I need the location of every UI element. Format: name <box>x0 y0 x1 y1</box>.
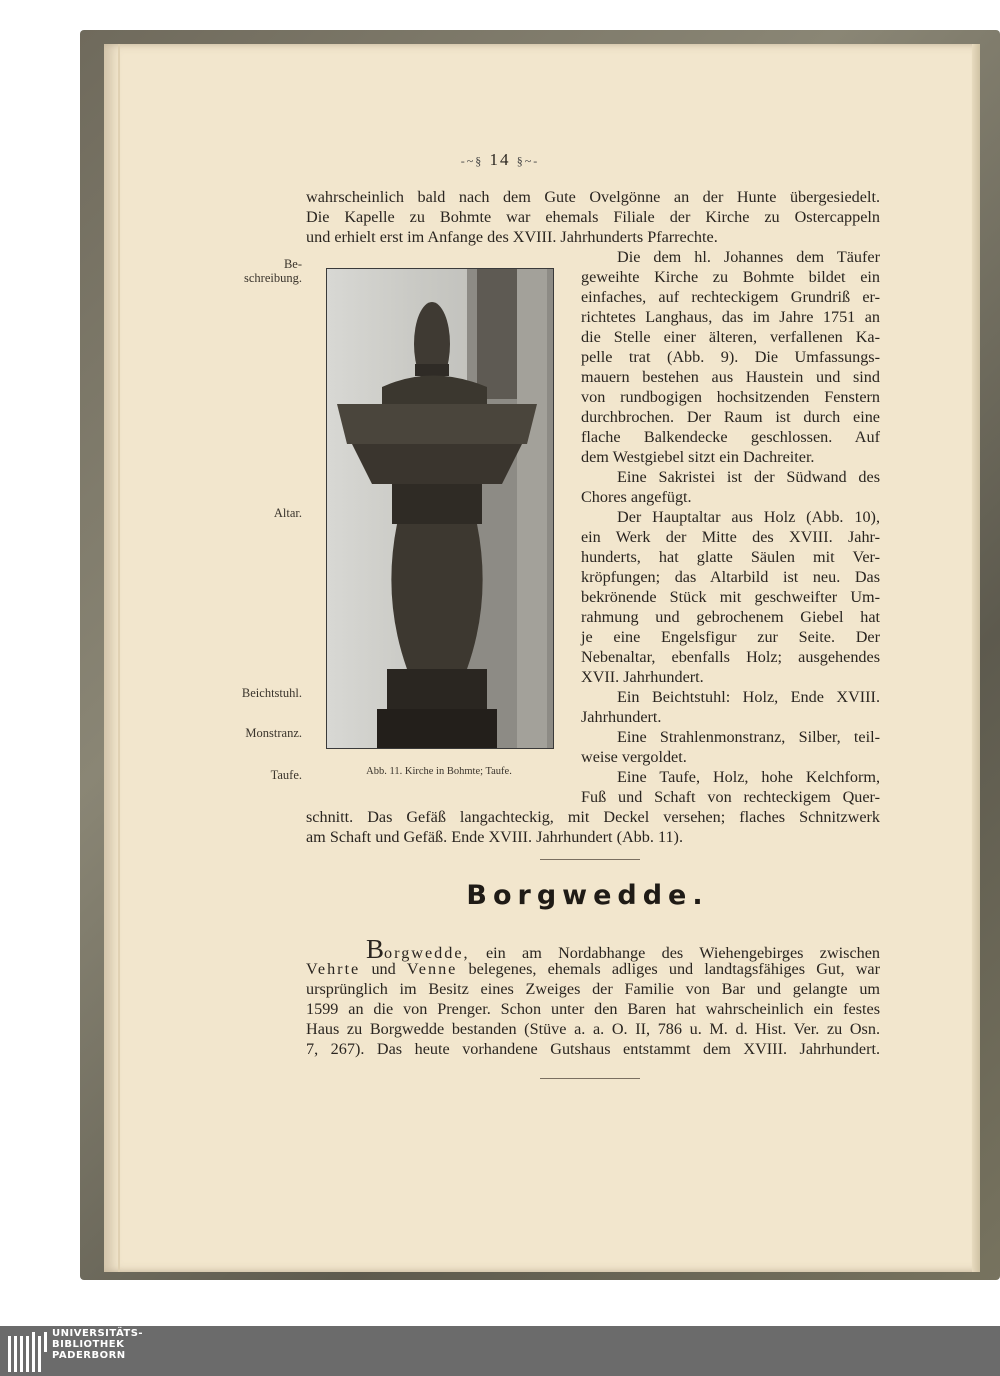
figure-baptismal-font-photo <box>326 268 554 749</box>
page-fold-line <box>118 44 120 1272</box>
text-line: Der Hauptaltar aus Holz (Abb. 10), <box>617 508 880 526</box>
library-logo-text: UNIVERSITÄTS- BIBLIOTHEK PADERBORN <box>52 1328 144 1361</box>
text-line: dem Westgiebel sitzt ein Dachreiter. <box>581 448 815 466</box>
text-line: Die dem hl. Johannes dem Täufer <box>617 248 880 266</box>
figure-caption: Abb. 11. Kirche in Bohmte; Taufe. <box>366 766 512 777</box>
text-line: wahrscheinlich bald nach dem Gute Ovelgönne an der Hunte übergesiedelt. <box>306 188 880 206</box>
text-line: richtetes Langhaus, das im Jahre 1751 an <box>581 308 880 326</box>
text-line: am Schaft und Gefäß. Ende XVIII. Jahrhundert (Abb. 11). <box>306 828 683 846</box>
section-divider <box>540 859 640 860</box>
font-illustration <box>327 269 553 748</box>
text-line: durchbrochen. Der Raum ist durch eine <box>581 408 880 426</box>
text-line: Die Kapelle zu Bohmte war ehemals Filiale der Kirche zu Ostercappeln <box>306 208 880 226</box>
text-line: hunderts, hat glatte Säulen mit Ver- <box>581 548 880 566</box>
library-logo-icon <box>8 1332 48 1372</box>
text-line: mauern bestehen aus Haustein und sind <box>581 368 880 386</box>
text-line: XVII. Jahrhundert. <box>581 668 704 686</box>
text-line: 1599 an die von Prenger. Schon unter den Baren hat wahrscheinlich ein festes <box>306 1000 880 1018</box>
text-line: bekrönende Stück mit geschweifter Um- <box>581 588 880 606</box>
ornament-left: -~§ <box>460 154 484 168</box>
page-right-edge <box>972 44 980 1272</box>
text-line: ein Werk der Mitte des XVIII. Jahr- <box>581 528 880 546</box>
text-line: rahmung und gebrochenem Giebel hat <box>581 608 880 626</box>
margin-note-taufe: Taufe. <box>270 768 302 782</box>
text-line: je eine Engelsfigur zur Seite. Der <box>581 628 880 646</box>
text-line: Nebenaltar, ebenfalls Holz; ausgehendes <box>581 648 880 666</box>
section-heading: Borgwedde. <box>466 880 709 911</box>
text-line: Fuß und Schaft von rechteckigem Quer- <box>581 788 880 806</box>
text-line: Eine Taufe, Holz, hohe Kelchform, <box>617 768 880 786</box>
text-line: 7, 267). Das heute vorhandene Gutshaus entstammt dem XVIII. Jahrhundert. <box>306 1040 880 1058</box>
end-divider <box>540 1078 640 1079</box>
text-line: Chores angefügt. <box>581 488 692 506</box>
text-line: Ein Beichtstuhl: Holz, Ende XVIII. <box>617 688 880 706</box>
library-footer-bar <box>0 1326 1000 1376</box>
text-line: einfaches, auf rechteckigem Grundriß er- <box>581 288 880 306</box>
text-line: Haus zu Borgwedde bestanden (Stüve a. a. O. II, 786 u. M. d. Hist. Ver. zu Osn. <box>306 1020 880 1038</box>
text-line: schnitt. Das Gefäß langachteckig, mit Deckel versehen; flaches Schnitzwerk <box>306 808 880 826</box>
page-number-value: 14 <box>489 150 511 169</box>
text-line: Eine Strahlenmonstranz, Silber, teil- <box>617 728 880 746</box>
margin-note-monstranz: Monstranz. <box>245 726 302 740</box>
text-line: Eine Sakristei ist der Südwand des <box>617 468 880 486</box>
page-number <box>0 150 1000 170</box>
text-line: Jahrhundert. <box>581 708 662 726</box>
text-line: und erhielt erst im Anfange des XVIII. Jahrhunderts Pfarrechte. <box>306 228 718 246</box>
text-line: ursprünglich im Besitz eines Zweiges der Familie von Bar und gelangte um <box>306 980 880 998</box>
text-line: von rundbogigen hochsitzenden Fenstern <box>581 388 880 406</box>
text-line: flache Balkendecke geschlossen. Auf <box>581 428 880 446</box>
drop-cap: B <box>366 934 385 964</box>
text-line: kröpfungen; das Altarbild ist neu. Das <box>581 568 880 586</box>
text-line: Borgwedde, ein am Nordabhange des Wiehengebirges zwischen <box>366 934 881 964</box>
text-line: weise vergoldet. <box>581 748 687 766</box>
margin-note-beschreibung: Be- schreibung. <box>244 257 302 285</box>
text-line: pelle trat (Abb. 9). Die Umfassungs- <box>581 348 880 366</box>
ornament-right: §~- <box>516 154 540 168</box>
text-line: geweihte Kirche zu Bohmte bildet ein <box>581 268 880 286</box>
text-line: die Stelle einer älteren, verfallenen Ka- <box>581 328 880 346</box>
margin-note-beichtstuhl: Beichtstuhl. <box>241 686 302 700</box>
text-line: Vehrte und Venne belegenes, ehemals adliges und landtagsfähiges Gut, war <box>306 960 880 978</box>
margin-note-altar: Altar. <box>273 506 302 520</box>
